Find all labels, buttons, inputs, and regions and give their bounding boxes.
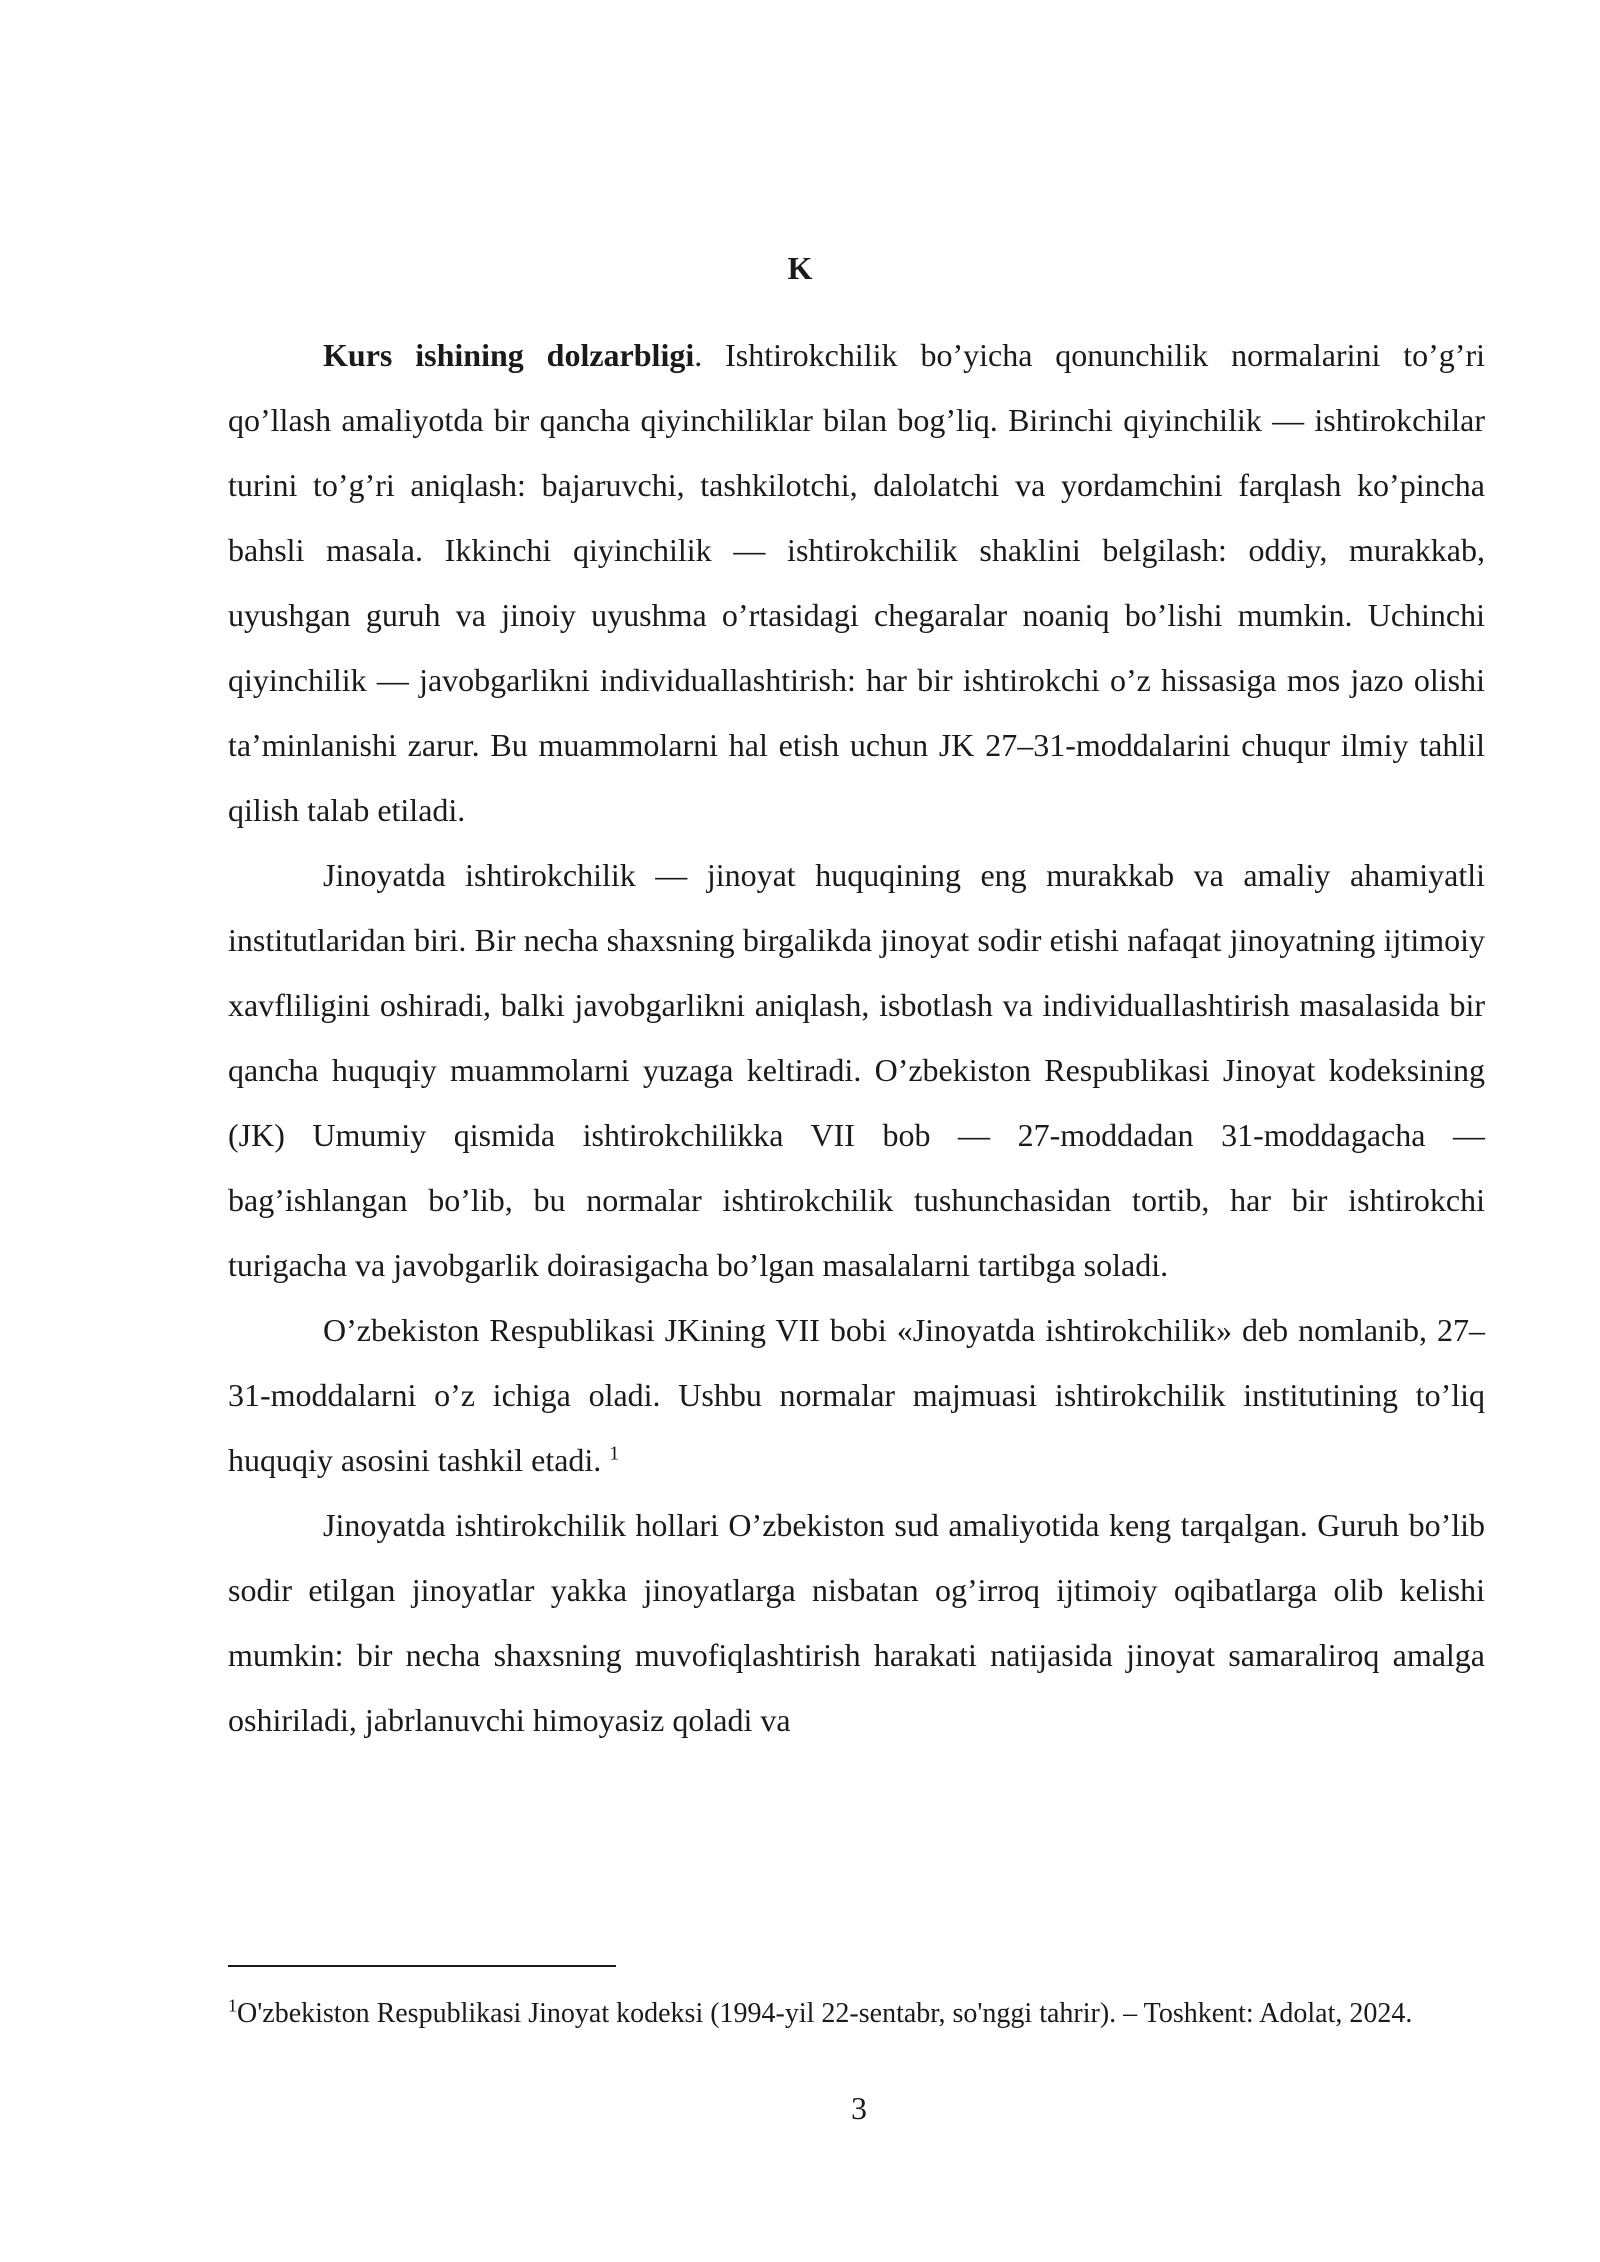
footnote-divider (228, 1965, 616, 1967)
footnote-text: O'zbekiston Respublikasi Jinoyat kodeksi (1994-yil 22-sentabr, so'nggi tahrir). – Toshkent: Adolat, 2024. (237, 1998, 1413, 2029)
paragraph-relevance (228, 323, 1485, 843)
paragraph-court-practice: Jinoyatda ishtirokchilik hollari O’zbekiston sud amaliyotida keng tarqalgan. Guruh bo’lib sodir etilgan jinoyatlar yakka jinoyatlarga nisbatan og’irroq ijtimoiy oqibatlarga olib kelishi mumkin: bir necha shaxsning muvofiqlashtirish harakati natijasida jinoyat samaraliroq amalga oshiriladi, jabrlanuvchi himoyasiz qoladi va (228, 1507, 1485, 1738)
paragraph-chapter-vii (228, 1298, 1485, 1493)
paragraph-text: . Ishtirokchilik bo’yicha qonunchilik normalarini to’g’ri qo’llash amaliyotda bir qancha qiyinchiliklar bilan bog’liq. Birinchi qiyinchilik — ishtirokchilar turini to’g’ri aniqlash: bajaruvchi, tashkilotchi, dalolatchi va yordamchini farqlash ko’pincha bahsli masala. Ikkinchi qiyinchilik — ishtirokchilik shaklini belgilash: oddiy, murakkab, uyushgan guruh va jinoiy uyushma o’rtasidagi chegaralar noaniq bo’lishi mumkin. Uchinchi qiyinchilik — javobgarlikni individuallashtirish: har bir ishtirokchi o’z hissasiga mos jazo olishi ta’minlanishi zarur. Bu muammolarni hal etish uchun JK 27–31-moddalarini chuqur ilmiy tahlil qilish talab etiladi. (228, 337, 1486, 828)
footnote (228, 1988, 1485, 2040)
paragraph-text: O’zbekiston Respublikasi JKining VII bobi «Jinoyatda ishtirokchilik» deb nomlanib, 27–31-moddalarni o’z ichiga oladi. Ushbu normalar majmuasi ishtirokchilik institutining to’liq huquqiy asosini tashkil etadi. (228, 1312, 1485, 1478)
page-number: 3 (851, 2090, 867, 2126)
paragraph-complicity-intro: Jinoyatda ishtirokchilik — jinoyat huquqining eng murakkab va amaliy ahamiyatli institutlaridan biri. Bir necha shaxsning birgalikda jinoyat sodir etishi nafaqat jinoyatning ijtimoiy xavfliligini oshiradi, balki javobgarlikni aniqlash, isbotlash va individuallashtirish masalasida bir qancha huquqiy muammolarni yuzaga keltiradi. O’zbekiston Respublikasi Jinoyat kodeksining (JK) Umumiy qismida ishtirokchilikka VII bob — 27-moddadan 31-moddagacha — bag’ishlangan bo’lib, bu normalar ishtirokchilik tushunchasidan tortib, har bir ishtirokchi turigacha va javobgarlik doirasigacha bo’lgan masalalarni tartibga soladi. (228, 857, 1485, 1283)
paragraph-lead-bold: Kurs ishining dolzarbligi (323, 337, 695, 373)
footnote-reference[interactable]: 1 (609, 1442, 620, 1465)
footnote-marker: 1 (228, 1995, 237, 2016)
body-text (228, 323, 1485, 1753)
section-heading: K (787, 250, 813, 286)
